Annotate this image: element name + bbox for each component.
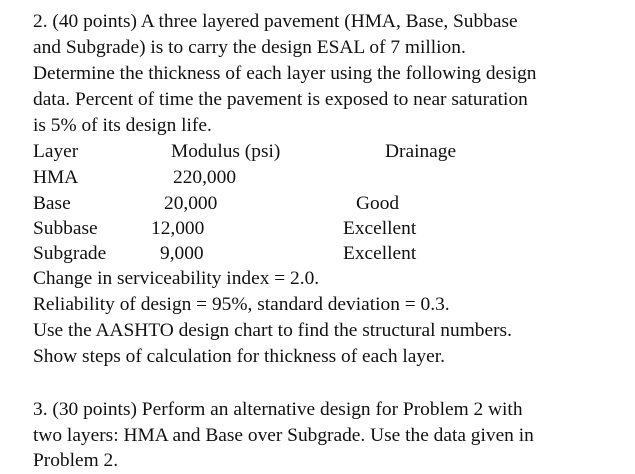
table-cell-modulus: 9,000	[160, 243, 204, 264]
problem3-line-1: 3. (30 points) Perform an alternative design for Problem 2 with	[33, 399, 523, 420]
problem2-line-1: 2. (40 points) A three layered pavement (HMA, Base, Subbase	[33, 11, 518, 32]
problem2-line-2: and Subgrade) is to carry the design ESAL of 7 million.	[33, 37, 466, 58]
table-header-drainage: Drainage	[385, 141, 457, 162]
table-cell-layer: HMA	[33, 167, 79, 188]
problem2-line-5: is 5% of its design life.	[33, 115, 212, 136]
problem2-aashto-line: Use the AASHTO design chart to find the structural numbers.	[33, 320, 512, 341]
table-cell-drainage: Good	[356, 193, 400, 214]
table-cell-modulus: 20,000	[164, 193, 218, 214]
table-cell-drainage: Excellent	[343, 218, 417, 239]
problem2-reliability-line: Reliability of design = 95%, standard deviation = 0.3.	[33, 294, 450, 315]
problem3-line-3: Problem 2.	[33, 450, 119, 471]
table-header-modulus: Modulus (psi)	[171, 141, 281, 162]
table-cell-modulus: 220,000	[173, 167, 237, 188]
problem2-steps-line: Show steps of calculation for thickness of each layer.	[33, 346, 445, 367]
problem2-serviceability-line: Change in serviceability index = 2.0.	[33, 268, 320, 289]
table-cell-layer: Subgrade	[33, 243, 107, 264]
problem2-line-4: data. Percent of time the pavement is exposed to near saturation	[33, 89, 528, 110]
table-cell-layer: Base	[33, 193, 71, 214]
problem2-line-3: Determine the thickness of each layer using the following design	[33, 63, 537, 84]
table-cell-drainage: Excellent	[343, 243, 417, 264]
table-cell-layer: Subbase	[33, 218, 98, 239]
problem3-line-2: two layers: HMA and Base over Subgrade. Use the data given in	[33, 425, 534, 446]
table-cell-modulus: 12,000	[151, 218, 205, 239]
table-header-layer: Layer	[33, 141, 79, 162]
